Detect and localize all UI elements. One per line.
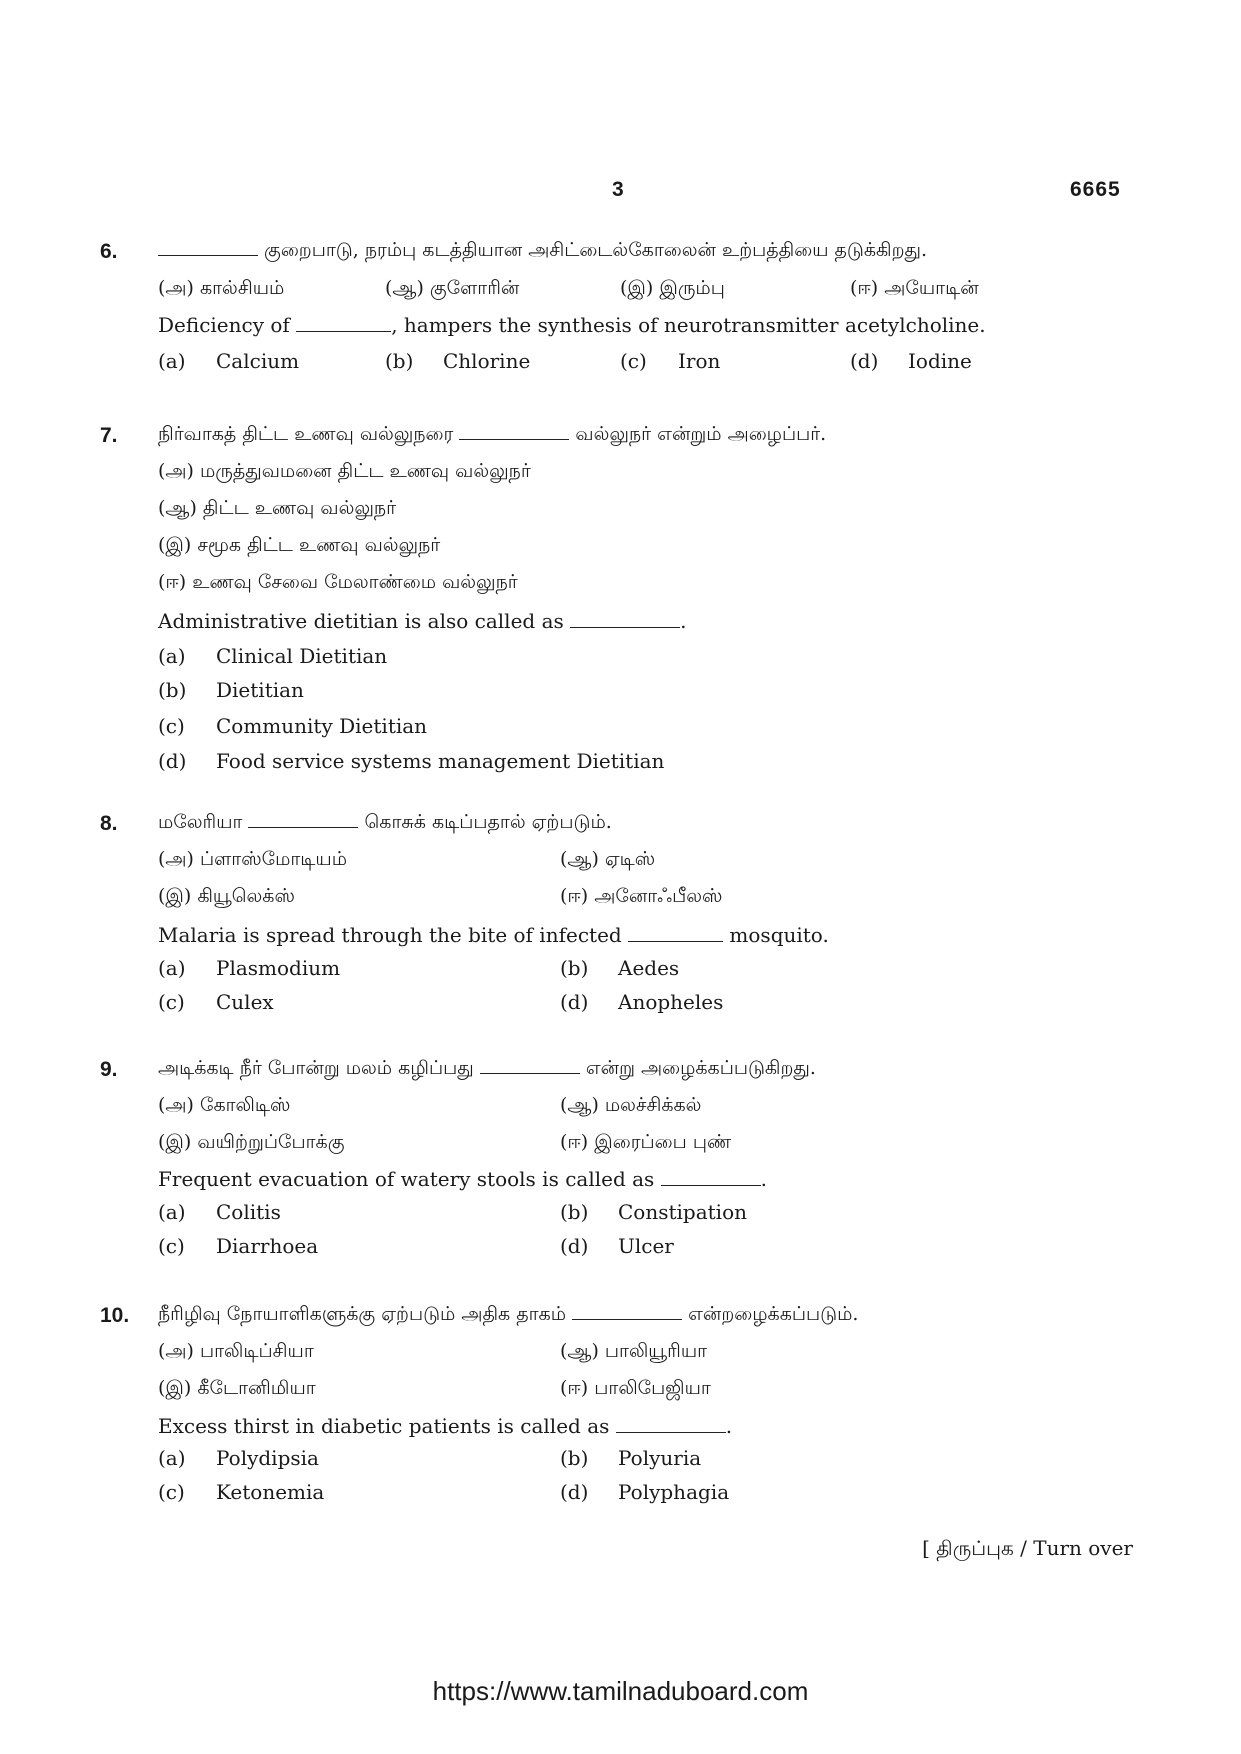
answer-blank <box>158 254 258 256</box>
english-option: (c) Culex <box>158 990 274 1014</box>
tamil-option: (இ) சமூக திட்ட உணவு வல்லுநர் <box>158 534 441 556</box>
answer-blank <box>628 940 723 942</box>
question-number: 8. <box>100 812 118 835</box>
english-option: (a) Polydipsia <box>158 1446 319 1470</box>
question-number: 7. <box>100 424 118 447</box>
tamil-option: (ஆ) குளோரின் <box>385 277 520 299</box>
answer-blank <box>296 330 391 332</box>
english-option: (c) Community Dietitian <box>158 714 428 738</box>
paper-code: 6665 <box>1070 178 1121 201</box>
answer-blank <box>570 626 680 628</box>
english-option: (b) Constipation <box>560 1200 748 1224</box>
answer-blank <box>480 1072 580 1074</box>
question-tamil-text: அடிக்கடி நீர் போன்று மலம் கழிப்பது என்று அழைக்கப்படுகிறது. <box>158 1057 816 1079</box>
english-option: (c) Diarrhoea <box>158 1234 319 1258</box>
english-option: (b) Polyuria <box>560 1446 702 1470</box>
question-tamil-text: மலேரியா கொசுக் கடிப்பதால் ஏற்படும். <box>158 811 612 833</box>
tamil-option: (இ) வயிற்றுப்போக்கு <box>158 1131 345 1153</box>
tamil-option: (அ) மருத்துவமனை திட்ட உணவு வல்லுநர் <box>158 460 531 482</box>
tamil-option: (ஆ) ஏடிஸ் <box>560 848 656 870</box>
tamil-option: (அ) ப்ளாஸ்மோடியம் <box>158 848 348 870</box>
english-option: (a) Clinical Dietitian <box>158 644 388 668</box>
question-tamil-text: நீரிழிவு நோயாளிகளுக்கு ஏற்படும் அதிக தாகம் என்றழைக்கப்படும். <box>158 1303 859 1325</box>
answer-blank <box>248 826 358 828</box>
question-english-text: Malaria is spread through the bite of infected mosquito. <box>158 923 829 947</box>
tamil-option: (ஈ) உணவு சேவை மேலாண்மை வல்லுநர் <box>158 571 518 593</box>
tamil-option: (ஈ) அயோடின் <box>850 277 979 299</box>
tamil-option: (ஈ) அனோஃபீலஸ் <box>560 885 723 907</box>
question-english-text: Administrative dietitian is also called as . <box>158 609 687 633</box>
question-english-text: Excess thirst in diabetic patients is called as . <box>158 1414 733 1438</box>
tamil-option: (இ) கியூலெக்ஸ் <box>158 885 295 907</box>
english-option: (a) Plasmodium <box>158 956 341 980</box>
english-option: (b) Aedes <box>560 956 680 980</box>
answer-blank <box>459 438 569 440</box>
tamil-option: (இ) கீடோனிமியா <box>158 1377 316 1399</box>
tamil-option: (ஈ) இரைப்பை புண் <box>560 1131 732 1153</box>
english-option: (b) Chlorine <box>385 349 531 373</box>
question-number: 9. <box>100 1058 118 1081</box>
english-option: (d) Food service systems management Dietitian <box>158 749 665 773</box>
question-tamil-text: குறைபாடு, நரம்பு கடத்தியான அசிட்டைல்கோலைன் உற்பத்தியை தடுக்கிறது. <box>158 236 927 264</box>
english-option: (c) Iron <box>620 349 721 373</box>
question-tamil-text: நிர்வாகத் திட்ட உணவு வல்லுநரை வல்லுநர் என்றும் அழைப்பர். <box>158 423 827 445</box>
tamil-option: (ஆ) மலச்சிக்கல் <box>560 1094 702 1116</box>
question-number: 10. <box>100 1304 130 1327</box>
page-number: 3 <box>612 178 624 201</box>
tamil-option: (ஆ) பாலியூரியா <box>560 1340 708 1362</box>
tamil-option: (ஈ) பாலிபேஜியா <box>560 1377 711 1399</box>
english-option: (d) Ulcer <box>560 1234 674 1258</box>
answer-blank <box>572 1318 682 1320</box>
english-option: (d) Iodine <box>850 349 972 373</box>
answer-blank <box>616 1431 726 1433</box>
english-option: (d) Polyphagia <box>560 1480 730 1504</box>
english-option: (d) Anopheles <box>560 990 724 1014</box>
question-english-text: Frequent evacuation of watery stools is called as . <box>158 1167 768 1191</box>
question-number: 6. <box>100 240 118 263</box>
tamil-option: (அ) கால்சியம் <box>158 277 285 299</box>
english-option: (a) Colitis <box>158 1200 281 1224</box>
english-option: (b) Dietitian <box>158 678 304 702</box>
tamil-option: (இ) இரும்பு <box>620 277 725 299</box>
question-english-text: Deficiency of , hampers the synthesis of neurotransmitter acetylcholine. <box>158 313 986 337</box>
english-option: (c) Ketonemia <box>158 1480 325 1504</box>
footer-url: https://www.tamilnaduboard.com <box>432 1676 809 1706</box>
english-option: (a) Calcium <box>158 349 300 373</box>
tamil-option: (அ) பாலிடிப்சியா <box>158 1340 314 1362</box>
answer-blank <box>661 1184 761 1186</box>
tamil-option: (ஆ) திட்ட உணவு வல்லுநர் <box>158 497 397 519</box>
tamil-option: (அ) கோலிடிஸ் <box>158 1094 291 1116</box>
turn-over-note: [ திருப்புக / Turn over <box>922 1536 1133 1560</box>
